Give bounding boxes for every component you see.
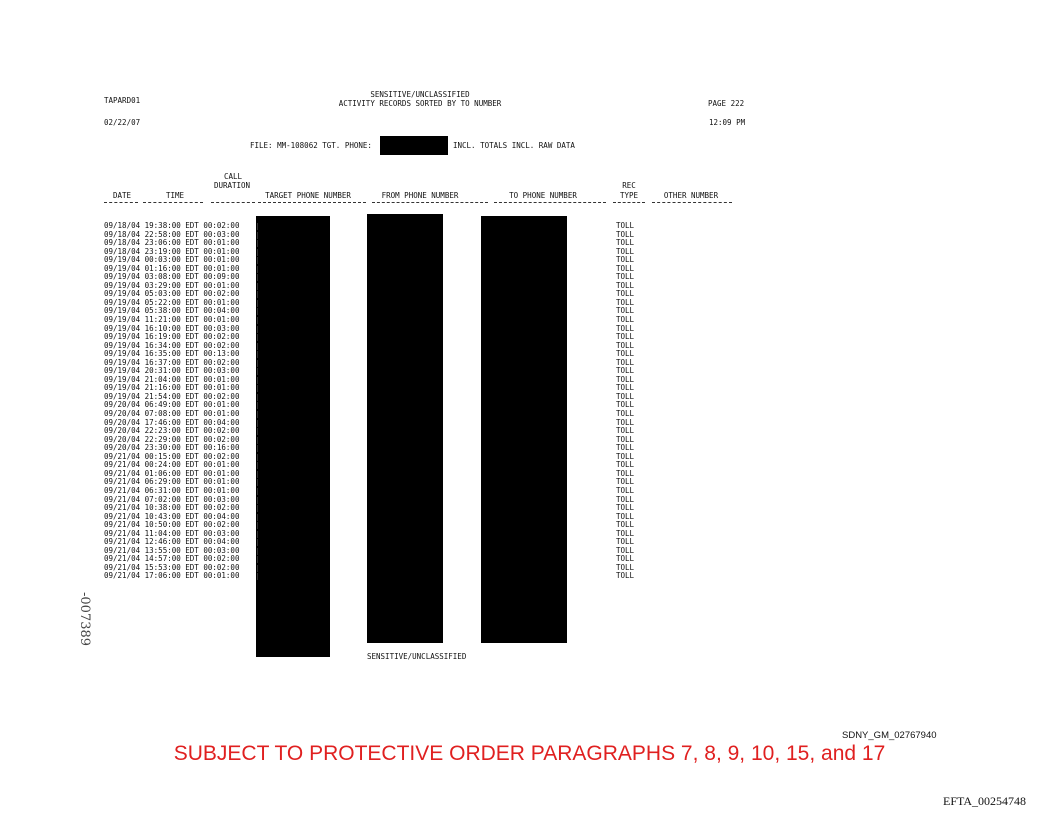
row-rec-type: TOLL xyxy=(616,221,635,230)
row-separator xyxy=(257,531,258,538)
row-rec-type: TOLL xyxy=(616,503,635,513)
row-separator xyxy=(257,351,258,358)
redaction-from-column xyxy=(367,214,443,643)
row-date-time-duration: 09/21/04 06:31:00 EDT 00:01:00 xyxy=(104,485,240,495)
col-rec: REC xyxy=(622,181,636,190)
row-separator xyxy=(257,454,258,461)
row-rec-type: TOLL xyxy=(616,477,635,487)
row-date-time-duration: 09/19/04 05:03:00 EDT 00:02:00 xyxy=(104,289,240,299)
row-rec-type: TOLL xyxy=(616,332,635,342)
row-separator xyxy=(257,385,258,392)
row-date-time-duration: 09/19/04 03:08:00 EDT 00:09:00 xyxy=(104,272,240,282)
row-rec-type: TOLL xyxy=(616,494,635,504)
row-rec-type: TOLL xyxy=(616,545,635,555)
row-date-time-duration: 09/18/04 19:38:00 EDT 00:02:00 xyxy=(104,221,240,230)
row-rec-type: TOLL xyxy=(616,528,635,538)
col-date: DATE xyxy=(112,191,132,200)
row-separator xyxy=(257,548,258,555)
row-separator xyxy=(257,505,258,512)
row-rec-type: TOLL xyxy=(616,426,635,436)
row-date-time-duration: 09/19/04 05:22:00 EDT 00:01:00 xyxy=(104,297,240,307)
col-call: CALL xyxy=(223,172,243,181)
bates-efta: EFTA_00254748 xyxy=(943,794,1027,808)
row-rec-type: TOLL xyxy=(616,315,635,325)
row-separator xyxy=(257,377,258,384)
row-separator xyxy=(257,326,258,333)
row-date-time-duration: 09/20/04 22:29:00 EDT 00:02:00 xyxy=(104,434,240,444)
row-rec-type: TOLL xyxy=(616,297,635,307)
row-date-time-duration: 09/21/04 15:53:00 EDT 00:02:00 xyxy=(104,562,240,572)
row-separator xyxy=(257,428,258,435)
row-rec-type: TOLL xyxy=(616,280,635,290)
row-date-time-duration: 09/21/04 13:55:00 EDT 00:03:00 xyxy=(104,545,240,555)
bates-sdny: SDNY_GM_02767940 xyxy=(842,730,937,741)
row-separator xyxy=(257,420,258,427)
row-rec-type: TOLL xyxy=(616,468,635,478)
classification-footer: SENSITIVE/UNCLASSIFIED xyxy=(367,652,467,661)
row-rec-type: TOLL xyxy=(616,263,635,273)
row-separator xyxy=(257,368,258,375)
row-rec-type: TOLL xyxy=(616,383,635,393)
row-separator xyxy=(257,573,258,580)
row-separator xyxy=(257,394,258,401)
classification-header: SENSITIVE/UNCLASSIFIED xyxy=(370,90,470,99)
row-date-time-duration: 09/19/04 21:04:00 EDT 00:01:00 xyxy=(104,374,240,384)
row-separator xyxy=(257,240,258,247)
row-separator xyxy=(257,539,258,546)
row-rec-type: TOLL xyxy=(616,537,635,547)
col-to: TO PHONE NUMBER xyxy=(509,191,577,200)
row-separator xyxy=(257,514,258,521)
row-date-time-duration: 09/20/04 22:23:00 EDT 00:02:00 xyxy=(104,426,240,436)
row-date-time-duration: 09/21/04 07:02:00 EDT 00:03:00 xyxy=(104,494,240,504)
divider-other xyxy=(652,202,732,203)
row-separator xyxy=(257,437,258,444)
row-date-time-duration: 09/21/04 17:06:00 EDT 00:01:00 xyxy=(104,571,240,581)
row-separator xyxy=(257,462,258,469)
row-rec-type: TOLL xyxy=(616,451,635,461)
row-rec-type: TOLL xyxy=(616,511,635,521)
col-duration: DURATION xyxy=(213,181,251,190)
divider-duration xyxy=(211,202,255,203)
row-date-time-duration: 09/19/04 21:54:00 EDT 00:02:00 xyxy=(104,391,240,401)
row-date-time-duration: 09/21/04 10:43:00 EDT 00:04:00 xyxy=(104,511,240,521)
row-date-time-duration: 09/19/04 16:10:00 EDT 00:03:00 xyxy=(104,323,240,333)
row-date-time-duration: 09/19/04 16:34:00 EDT 00:02:00 xyxy=(104,340,240,350)
row-date-time-duration: 09/19/04 11:21:00 EDT 00:01:00 xyxy=(104,315,240,325)
row-date-time-duration: 09/21/04 06:29:00 EDT 00:01:00 xyxy=(104,477,240,487)
row-rec-type: TOLL xyxy=(616,357,635,367)
row-separator xyxy=(257,488,258,495)
row-separator xyxy=(257,223,258,230)
row-date-time-duration: 09/20/04 23:30:00 EDT 00:16:00 xyxy=(104,443,240,453)
divider-target xyxy=(258,202,366,203)
row-rec-type: TOLL xyxy=(616,238,635,248)
row-date-time-duration: 09/21/04 10:38:00 EDT 00:02:00 xyxy=(104,503,240,513)
row-date-time-duration: 09/19/04 00:03:00 EDT 00:01:00 xyxy=(104,255,240,265)
col-other: OTHER NUMBER xyxy=(663,191,719,200)
row-separator xyxy=(257,565,258,572)
row-rec-type: TOLL xyxy=(616,289,635,299)
row-rec-type: TOLL xyxy=(616,272,635,282)
row-date-time-duration: 09/21/04 14:57:00 EDT 00:02:00 xyxy=(104,554,240,564)
row-separator xyxy=(257,445,258,452)
page-number: PAGE 222 xyxy=(708,99,745,108)
row-rec-type: TOLL xyxy=(616,323,635,333)
row-rec-type: TOLL xyxy=(616,366,635,376)
row-rec-type: TOLL xyxy=(616,460,635,470)
row-rec-type: TOLL xyxy=(616,306,635,316)
report-date: 02/22/07 xyxy=(104,118,141,127)
row-date-time-duration: 09/18/04 23:06:00 EDT 00:01:00 xyxy=(104,238,240,248)
row-separator xyxy=(257,411,258,418)
row-rec-type: TOLL xyxy=(616,571,635,581)
report-time: 12:09 PM xyxy=(709,118,746,127)
row-date-time-duration: 09/19/04 16:35:00 EDT 00:13:00 xyxy=(104,349,240,359)
row-separator xyxy=(257,283,258,290)
row-date-time-duration: 09/20/04 06:49:00 EDT 00:01:00 xyxy=(104,400,240,410)
row-date-time-duration: 09/19/04 21:16:00 EDT 00:01:00 xyxy=(104,383,240,393)
row-separator xyxy=(257,266,258,273)
divider-time xyxy=(143,202,203,203)
row-separator xyxy=(257,308,258,315)
divider-to xyxy=(494,202,606,203)
row-date-time-duration: 09/19/04 01:16:00 EDT 00:01:00 xyxy=(104,263,240,273)
row-rec-type: TOLL xyxy=(616,485,635,495)
col-time: TIME xyxy=(165,191,185,200)
row-date-time-duration: 09/21/04 11:04:00 EDT 00:03:00 xyxy=(104,528,240,538)
row-separator xyxy=(257,291,258,298)
side-bates-stamp: -007389 xyxy=(77,592,92,647)
divider-type xyxy=(613,202,645,203)
row-rec-type: TOLL xyxy=(616,374,635,384)
redaction-target-phone xyxy=(380,136,448,155)
col-target: TARGET PHONE NUMBER xyxy=(265,191,351,200)
row-date-time-duration: 09/21/04 00:24:00 EDT 00:01:00 xyxy=(104,460,240,470)
row-separator xyxy=(257,343,258,350)
file-line-prefix: FILE: MM-108062 TGT. PHONE: xyxy=(250,141,372,150)
row-rec-type: TOLL xyxy=(616,562,635,572)
row-rec-type: TOLL xyxy=(616,340,635,350)
row-date-time-duration: 09/19/04 03:29:00 EDT 00:01:00 xyxy=(104,280,240,290)
divider-from xyxy=(372,202,488,203)
row-separator xyxy=(257,497,258,504)
row-separator xyxy=(257,249,258,256)
row-rec-type: TOLL xyxy=(616,391,635,401)
row-date-time-duration: 09/18/04 23:19:00 EDT 00:01:00 xyxy=(104,246,240,256)
row-separator xyxy=(257,334,258,341)
row-date-time-duration: 09/19/04 16:37:00 EDT 00:02:00 xyxy=(104,357,240,367)
row-separator xyxy=(257,522,258,529)
row-separator xyxy=(257,257,258,264)
row-date-time-duration: 09/21/04 00:15:00 EDT 00:02:00 xyxy=(104,451,240,461)
row-rec-type: TOLL xyxy=(616,554,635,564)
redaction-target-column xyxy=(256,216,330,657)
row-separator xyxy=(257,360,258,367)
row-separator xyxy=(257,232,258,239)
row-rec-type: TOLL xyxy=(616,520,635,530)
row-date-time-duration: 09/18/04 22:58:00 EDT 00:03:00 xyxy=(104,229,240,239)
redaction-to-column xyxy=(481,216,567,643)
row-rec-type: TOLL xyxy=(616,349,635,359)
row-rec-type: TOLL xyxy=(616,434,635,444)
divider-date xyxy=(104,202,138,203)
row-date-time-duration: 09/20/04 07:08:00 EDT 00:01:00 xyxy=(104,409,240,419)
row-rec-type: TOLL xyxy=(616,229,635,239)
col-from: FROM PHONE NUMBER xyxy=(381,191,459,200)
row-rec-type: TOLL xyxy=(616,246,635,256)
report-subtitle: ACTIVITY RECORDS SORTED BY TO NUMBER xyxy=(338,99,502,108)
row-date-time-duration: 09/19/04 20:31:00 EDT 00:03:00 xyxy=(104,366,240,376)
row-separator xyxy=(257,479,258,486)
report-id: TAPARD01 xyxy=(104,96,141,105)
row-date-time-duration: 09/21/04 12:46:00 EDT 00:04:00 xyxy=(104,537,240,547)
row-rec-type: TOLL xyxy=(616,443,635,453)
row-separator xyxy=(257,300,258,307)
row-date-time-duration: 09/20/04 17:46:00 EDT 00:04:00 xyxy=(104,417,240,427)
col-type: TYPE xyxy=(619,191,639,200)
row-date-time-duration: 09/19/04 16:19:00 EDT 00:02:00 xyxy=(104,332,240,342)
row-rec-type: TOLL xyxy=(616,255,635,265)
row-rec-type: TOLL xyxy=(616,400,635,410)
row-date-time-duration: 09/21/04 10:50:00 EDT 00:02:00 xyxy=(104,520,240,530)
row-date-time-duration: 09/21/04 01:06:00 EDT 00:01:00 xyxy=(104,468,240,478)
row-rec-type: TOLL xyxy=(616,417,635,427)
row-separator xyxy=(257,317,258,324)
row-separator xyxy=(257,556,258,563)
row-rec-type: TOLL xyxy=(616,409,635,419)
row-separator xyxy=(257,471,258,478)
row-date-time-duration: 09/19/04 05:38:00 EDT 00:04:00 xyxy=(104,306,240,316)
protective-order-notice: SUBJECT TO PROTECTIVE ORDER PARAGRAPHS 7, 8, 9, 10, 15, and 17 xyxy=(173,742,886,765)
row-separator xyxy=(257,274,258,281)
row-separator xyxy=(257,402,258,409)
file-line-suffix: INCL. TOTALS INCL. RAW DATA xyxy=(453,141,575,150)
